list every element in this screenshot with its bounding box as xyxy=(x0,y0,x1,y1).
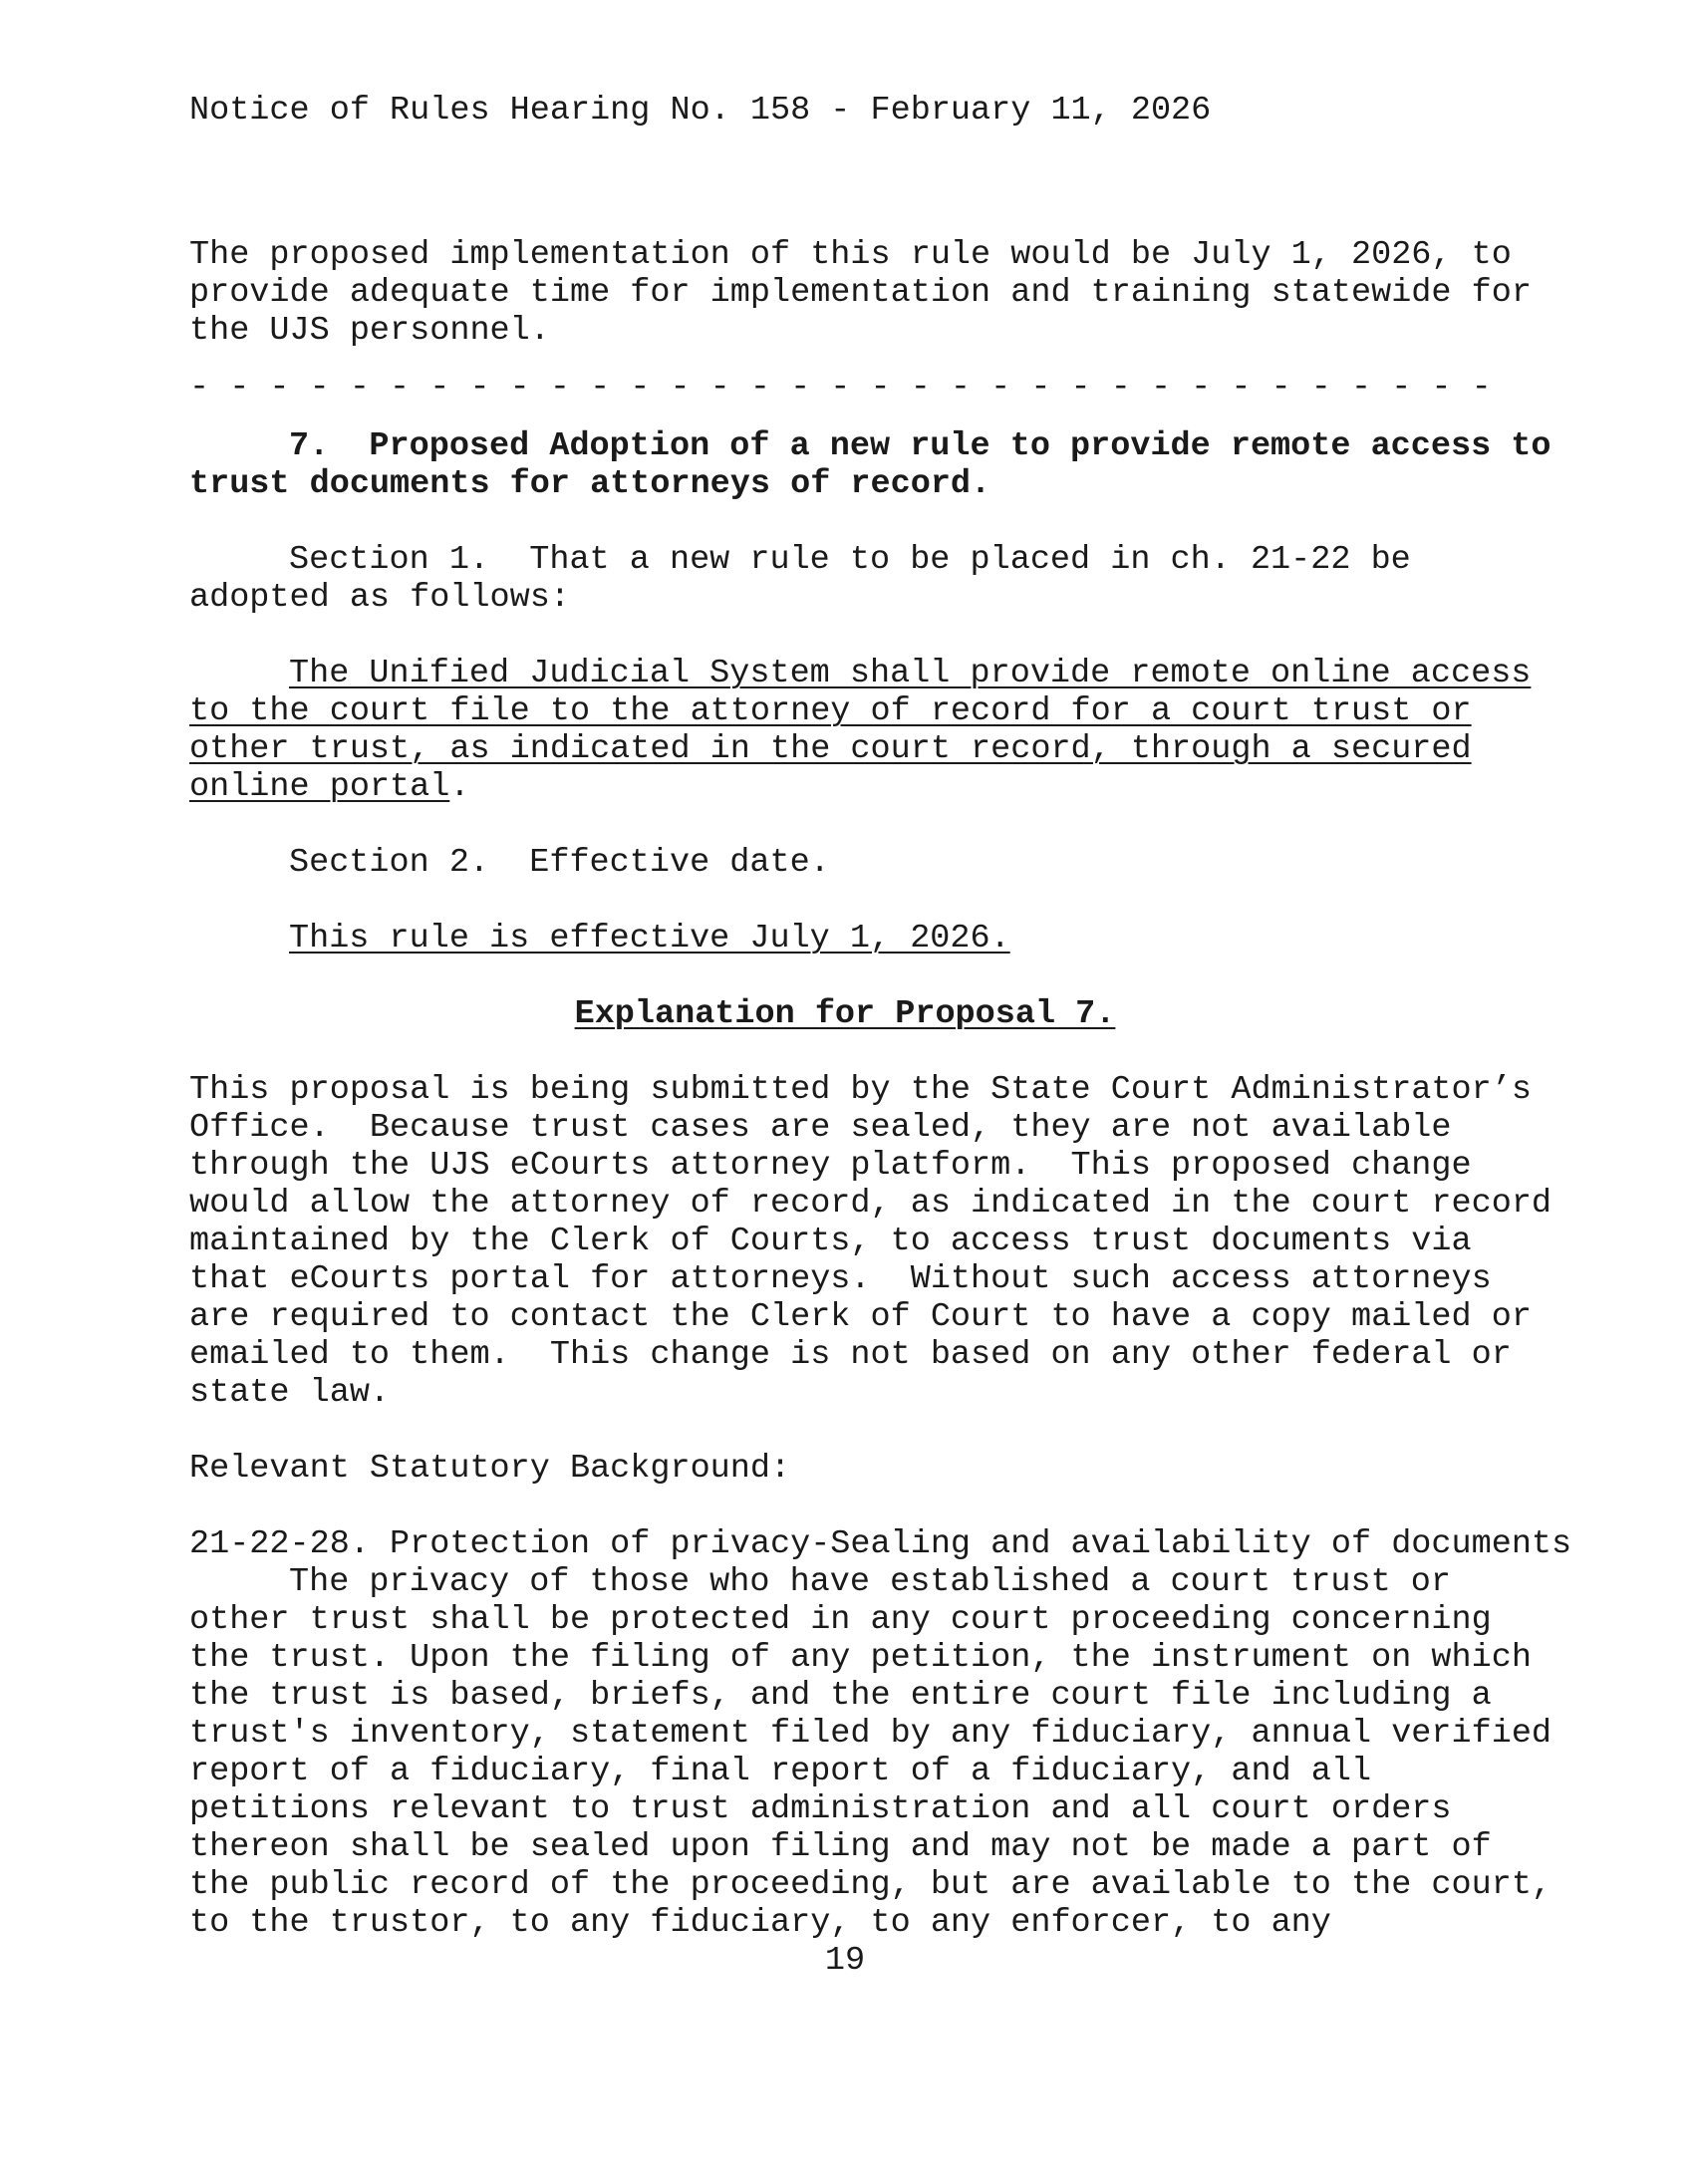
effective-date-line xyxy=(289,920,1010,957)
explanation-line: Office. Because trust cases are sealed, they are not available xyxy=(189,1109,1452,1147)
statute-line: the trust. Upon the filing of any petition, the instrument on which xyxy=(189,1639,1532,1677)
section1-text: Section 1. That a new rule to be placed in ch. 21-22 be xyxy=(289,541,1411,579)
rule-text-line xyxy=(189,730,1472,768)
intro-line: the UJS personnel. xyxy=(189,312,550,350)
statute-line: to the trustor, to any fiduciary, to any enforcer, to any xyxy=(189,1904,1331,1942)
rule-text-line xyxy=(189,768,469,806)
section-separator: - - - - - - - - - - - - - - - - - - - - - - - - - - - - - - - - - xyxy=(189,369,1492,407)
proposal-heading-cont: trust documents for attorneys of record. xyxy=(189,465,991,503)
explanation-line: emailed to them. This change is not based on any other federal or xyxy=(189,1336,1512,1374)
explanation-line: that eCourts portal for attorneys. Without such access attorneys xyxy=(189,1260,1492,1298)
statute-line: other trust shall be protected in any court proceeding concerning xyxy=(189,1601,1492,1639)
explanation-line: through the UJS eCourts attorney platform. This proposed change xyxy=(189,1147,1472,1185)
statute-line: the public record of the proceeding, but are available to the court, xyxy=(189,1866,1552,1904)
explanation-line: would allow the attorney of record, as indicated in the court record xyxy=(189,1185,1552,1223)
statute-line: thereon shall be sealed upon filing and may not be made a part of xyxy=(189,1828,1492,1866)
intro-line: The proposed implementation of this rule would be July 1, 2026, to xyxy=(189,236,1512,274)
statute-line: report of a fiduciary, final report of a fiduciary, and all xyxy=(189,1753,1372,1790)
rule-underlined-text: to the court file to the attorney of record for a court trust or xyxy=(189,692,1472,730)
statute-line: The privacy of those who have established a court trust or xyxy=(289,1563,1451,1601)
explanation-line: maintained by the Clerk of Courts, to access trust documents via xyxy=(189,1223,1472,1260)
section2-text: Section 2. Effective date. xyxy=(289,844,830,882)
statute-line: petitions relevant to trust administration and all court orders xyxy=(189,1790,1452,1828)
rule-text-line xyxy=(289,655,1531,692)
section1-text-cont: adopted as follows: xyxy=(189,579,570,617)
rule-underlined-text: other trust, as indicated in the court record, through a secured xyxy=(189,730,1472,768)
page-number: 19 xyxy=(824,1942,866,1980)
explanation-line: This proposal is being submitted by the State Court Administrator’s xyxy=(189,1071,1532,1109)
explanation-title xyxy=(0,995,1690,1033)
intro-line: provide adequate time for implementation and training statewide for xyxy=(189,274,1532,312)
statute-title: 21-22-28. Protection of privacy-Sealing and availability of documents xyxy=(189,1525,1572,1563)
statute-line: the trust is based, briefs, and the entire court file including a xyxy=(189,1677,1492,1715)
page-header: Notice of Rules Hearing No. 158 - February 11, 2026 xyxy=(189,92,1212,130)
statute-line: trust's inventory, statement filed by any fiduciary, annual verified xyxy=(189,1715,1552,1753)
proposal-heading: 7. Proposed Adoption of a new rule to provide remote access to xyxy=(289,427,1551,465)
rule-underlined-text: online portal xyxy=(189,768,450,806)
explanation-line: are required to contact the Clerk of Court to have a copy mailed or xyxy=(189,1298,1532,1336)
explanation-line: state law. xyxy=(189,1374,391,1412)
rule-text-line xyxy=(189,692,1472,730)
effective-date-text: This rule is effective July 1, 2026. xyxy=(289,920,1010,957)
rule-end-period: . xyxy=(449,768,470,806)
statutory-background-label: Relevant Statutory Background: xyxy=(189,1450,791,1488)
rule-underlined-text: The Unified Judicial System shall provide remote online access xyxy=(289,655,1532,692)
explanation-title-text: Explanation for Proposal 7. xyxy=(574,995,1116,1033)
